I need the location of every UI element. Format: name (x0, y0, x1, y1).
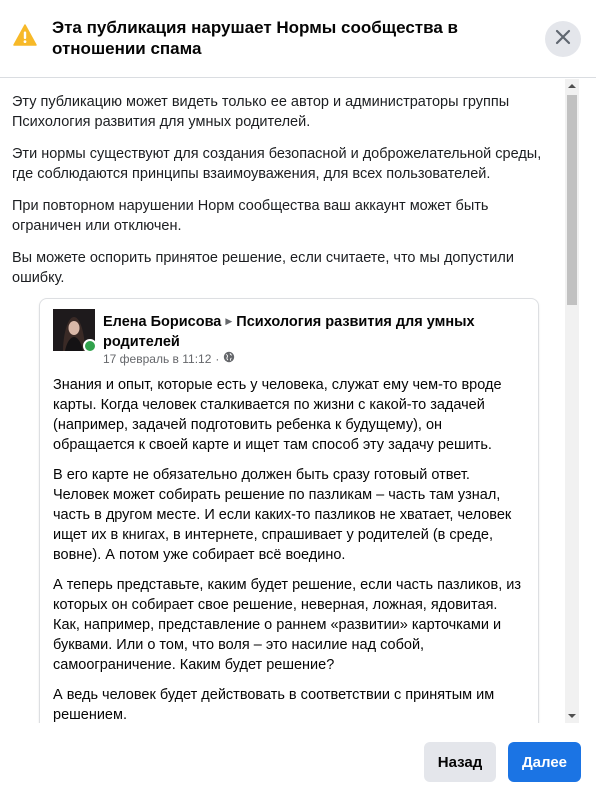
notice-text (12, 92, 554, 300)
dialog-title: Эта публикация нарушает Нормы сообщества в отношении спама (52, 18, 458, 58)
post-paragraph: А ведь человек будет действовать в соответствии с принятым им решением. (53, 687, 495, 723)
post-meta (103, 351, 235, 367)
next-button[interactable]: Далее (508, 742, 581, 782)
post-date[interactable]: 17 февраль в 11:12 (103, 352, 212, 366)
dialog-body[interactable] (0, 79, 596, 723)
online-status-indicator (83, 339, 97, 353)
post-paragraph: В его карте не обязательно должен быть сразу готовый ответ. Человек может собирать решение по пазликам – часть там узнал, часть в другом месте. И если каких-то пазликов не хватает, человек ищет их в книгах, в интернете, спрашивает у родителей (в среде, вовне). А потом уже собирает всё воедино. (53, 467, 512, 563)
caret-right-icon: ▶ (225, 316, 233, 326)
scroll-down-arrow-icon[interactable] (565, 709, 579, 723)
meta-separator: · (215, 352, 220, 366)
close-icon (555, 29, 571, 50)
author-name[interactable]: Елена Борисова (103, 314, 222, 330)
dialog-header (0, 0, 596, 78)
scrollbar-thumb[interactable] (567, 95, 577, 305)
notice-paragraph: При повторном нарушении Норм сообщества ваш аккаунт может быть ограничен или отключен. (12, 198, 489, 234)
notice-paragraph: Эти нормы существуют для создания безопасной и доброжелательной среды, где соблюдаются принципы взаимоуважения, для всех пользователей. (12, 146, 542, 182)
back-button[interactable]: Назад (424, 742, 496, 782)
notice-paragraph: Эту публикацию может видеть только ее автор и администраторы группы Психология развития для умных родителей. (12, 94, 510, 130)
notice-paragraph: Вы можете оспорить принятое решение, если считаете, что мы допустили ошибку. (12, 250, 514, 286)
scrollbar[interactable] (565, 79, 579, 723)
post-paragraph: Знания и опыт, которые есть у человека, служат ему чем-то вроде карты. Когда человек сталкивается по жизни с какой-то задачей (например, задачей подготовить ребенка к будущему), он обращается к своей карте и ищет там способ эту задачу решить. (53, 377, 502, 453)
group-name[interactable]: Психология развития для умных родителей (103, 314, 475, 350)
globe-icon[interactable] (223, 351, 235, 367)
warning-triangle-icon (13, 24, 37, 46)
scroll-up-arrow-icon[interactable] (565, 79, 579, 93)
post-preview (39, 298, 539, 740)
post-paragraph: А теперь представьте, каким будет решение, если часть пазликов, из которых он собирает свое решение, неверная, ложная, ядовитая. Как, например, представление о раннем «развитии» карточками и буквами. Или о том, что воля – это насилие над собой, самоограничение. Каким будет решение? (53, 577, 522, 673)
close-button[interactable] (545, 21, 581, 57)
post-body (53, 375, 523, 765)
post-header (103, 311, 503, 352)
dialog-footer (0, 723, 596, 796)
